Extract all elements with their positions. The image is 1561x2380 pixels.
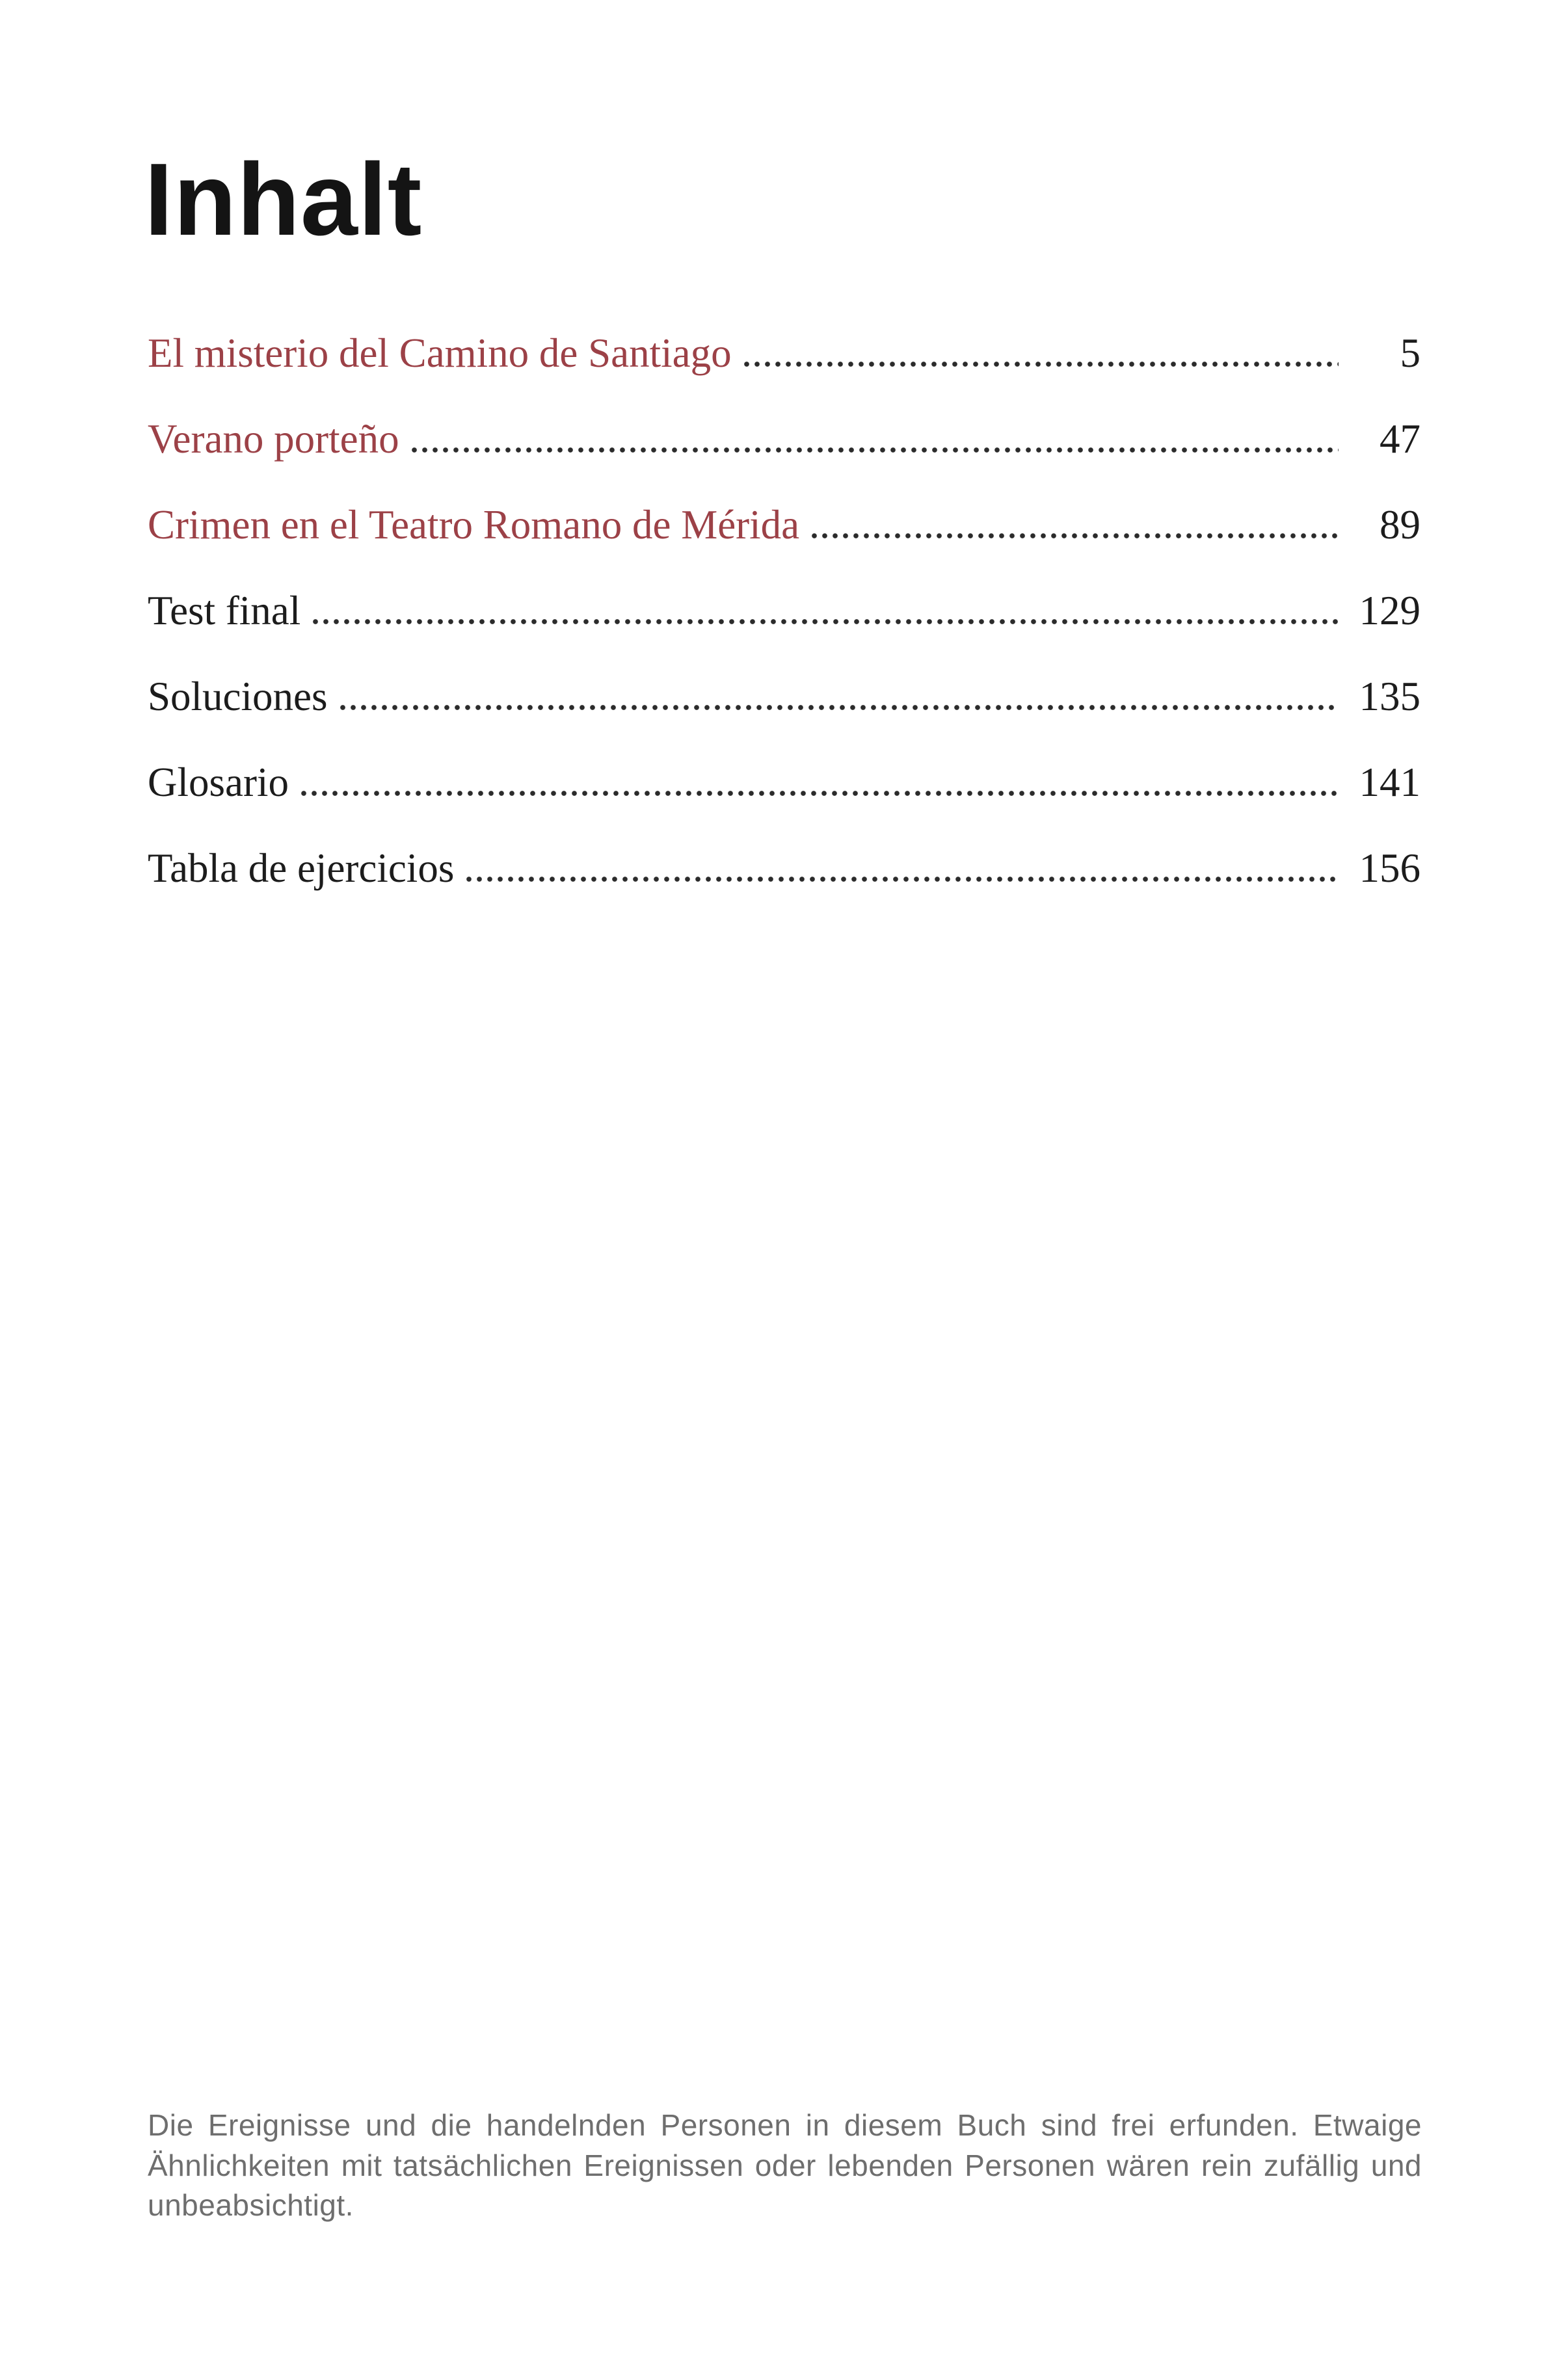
toc-entry — [148, 762, 1421, 804]
dot-leader — [300, 790, 1339, 797]
dot-leader — [466, 876, 1339, 882]
dot-leader — [312, 618, 1339, 625]
toc-entry-title: Tabla de ejercicios — [148, 845, 455, 891]
toc-entry — [148, 590, 1421, 633]
toc-entry-title: Crimen en el Teatro Romano de Mérida — [148, 502, 800, 548]
toc-entry-title: El misterio del Camino de Santiago — [148, 330, 732, 376]
dot-leader — [340, 704, 1339, 711]
toc-entry — [148, 845, 1421, 891]
dot-leader — [411, 447, 1339, 453]
toc-entry-page: 156 — [1359, 845, 1421, 891]
toc-entry-page: 129 — [1359, 588, 1421, 633]
disclaimer-text: Die Ereignisse und die handelnden Personen in diesem Buch sind frei erfunden. Etwaige Ähnlichkeiten mit tatsächlichen Ereignissen oder lebenden Personen wären rein zufällig und unbeabsichtigt. — [148, 2108, 1422, 2223]
page-title: Inhalt — [144, 142, 423, 257]
table-of-contents — [148, 330, 1421, 934]
toc-entry-page: 89 — [1380, 502, 1421, 548]
toc-entry-page: 135 — [1359, 674, 1421, 719]
toc-entry — [148, 676, 1421, 719]
dot-leader — [811, 533, 1339, 539]
toc-entry-title: Soluciones — [148, 674, 328, 719]
toc-entry-page: 5 — [1400, 330, 1421, 376]
toc-entry-title: Verano porteño — [148, 416, 399, 462]
toc-entry — [148, 502, 1421, 548]
toc-entry — [148, 330, 1421, 376]
toc-entry-page: 47 — [1380, 416, 1421, 462]
toc-entry — [148, 416, 1421, 462]
dot-leader — [743, 361, 1339, 367]
toc-entry-title: Glosario — [148, 760, 289, 805]
toc-entry-page: 141 — [1359, 760, 1421, 805]
toc-entry-title: Test final — [148, 588, 301, 633]
